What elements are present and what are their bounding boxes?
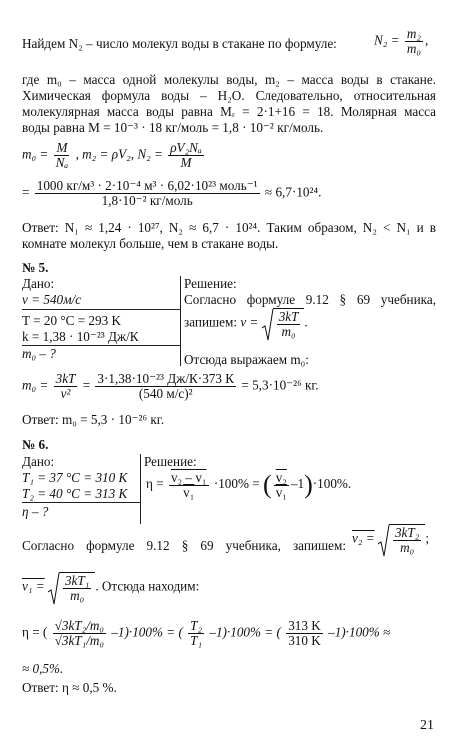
intro-line-1: Найдем N₂ – число молекул воды в стакане по формуле: xyxy=(22,36,337,51)
task-5-find: m₀ – ? xyxy=(22,346,56,361)
page-number: 21 xyxy=(420,718,434,733)
given-divider xyxy=(22,502,140,503)
task-5-given-label: Дано: xyxy=(22,276,55,291)
task-6-given-t2: T₂ = 40 °C = 313 K xyxy=(22,486,128,501)
speed-formula: запишем: v = $\frac{3kT}{\text{m₀}}$ . xyxy=(184,308,308,339)
molecule-mass-equation: m₀ = $\frac{M}{\text{Nₐ}}$ , m₂ = ρV₂, N₂ = $\frac{\text{ρV₂Nₐ}}{M}$ xyxy=(22,140,202,170)
task-5-answer: Ответ: m₀ = 5,3 · 10⁻²⁶ кг. xyxy=(22,412,164,427)
task-6-find: η – ? xyxy=(22,504,49,519)
task-5-solution-text: Согласно формуле 9.12 § 69 учебника, xyxy=(184,292,436,307)
given-divider xyxy=(180,276,181,366)
task-6-solution-label: Решение: xyxy=(144,454,197,469)
answer-1-line-2: комнате молекул больше, чем в стакане воды. xyxy=(22,236,279,251)
page xyxy=(22,0,438,746)
task-6-approx: ≈ 0,5%. xyxy=(22,661,64,676)
m0-calculation: m₀ = $\frac{3kT}{\text{v²}}$ = $\frac{\text{3·1,38·10⁻²³ Дж/К·373 К}}{\text{(540 м/с)²}}$ = 5,3·10⁻²⁶ кг. xyxy=(22,371,319,401)
n2-calculation: = $\frac{\text{1000 кг/м³ · 2·10⁻⁴ м³ · 6,02·10²³ моль⁻¹}}{\text{1,8·10⁻² кг/моль}}$ ≈ 6,7·10²⁴. xyxy=(22,178,322,208)
v2-formula: v₂ = $\frac{\text{3kT₂}}{\text{m₀}}$ ; xyxy=(352,524,429,555)
given-divider xyxy=(22,309,180,310)
sqrt-sign xyxy=(378,524,390,558)
task-6-answer: Ответ: η ≈ 0,5 %. xyxy=(22,680,117,695)
task-6-given-t1: T₁ = 37 °C = 310 K xyxy=(22,470,128,485)
task-6-given-label: Дано: xyxy=(22,454,55,469)
efficiency-calculation: η = ( $\frac{\text{√3kT₂/m₀}}{\text{√3kT₁/m₀}}$ –1)·100% = ( $\frac{\text{T₂}}{\text{T₁}}$ –1)·100% = ( $\frac{313 K}{310 K}$ –1)·100% ≈ xyxy=(22,618,391,648)
given-divider xyxy=(22,345,180,346)
task-5-given-temperature: T = 20 °C = 293 K xyxy=(22,313,122,328)
task-5-solution-label: Решение: xyxy=(184,276,237,291)
sqrt-sign xyxy=(262,308,274,342)
answer-1-line-1: Ответ: N₁ ≈ 1,24 · 10²⁷, N₂ ≈ 6,7 · 10²⁴. Таким образом, N₂ < N₁ и в xyxy=(22,220,436,235)
intro-line-4: молекулярная масса воды равна Mᵣ = 2·1+16 = 18. Молярная масса xyxy=(22,104,436,119)
v1-formula: v₁ = $\frac{\text{3kT₁}}{\text{m₀}}$ . Отсюда находим: xyxy=(22,572,199,603)
task-5-title: № 5. xyxy=(22,260,49,275)
intro-line-2: где m₀ – масса одной молекулы воды, m₂ – масса воды в стакане. xyxy=(22,72,436,87)
intro-line-5: воды равна M = 10⁻³ · 18 кг/моль = 1,8 · 10⁻² кг/моль. xyxy=(22,120,324,135)
task-5-given-speed: v = 540м/с xyxy=(22,292,82,307)
task-5-given-boltzmann: k = 1,38 · 10⁻²³ Дж/К xyxy=(22,329,139,344)
efficiency-formula: η = $\frac{\text{v₂ – v₁}}{\text{v₁}}$ ·100% = ( $\frac{\text{v₂}}{\text{v₁}}$ –1)·100%. xyxy=(146,469,352,500)
task-6-formula-intro: Согласно формуле 9.12 § 69 учебника, запишем: xyxy=(22,538,346,553)
sqrt-sign xyxy=(48,572,60,606)
intro-line-3: Химическая формула воды – H₂O. Следовательно, относительная xyxy=(22,88,436,103)
n2-formula: N₂ = $\frac{\text{m₂}}{\text{m₀}}$ , xyxy=(374,26,429,56)
task-6-title: № 6. xyxy=(22,437,49,452)
task-5-express-text: Отсюда выражаем m₀: xyxy=(184,352,309,367)
given-divider xyxy=(140,454,141,524)
